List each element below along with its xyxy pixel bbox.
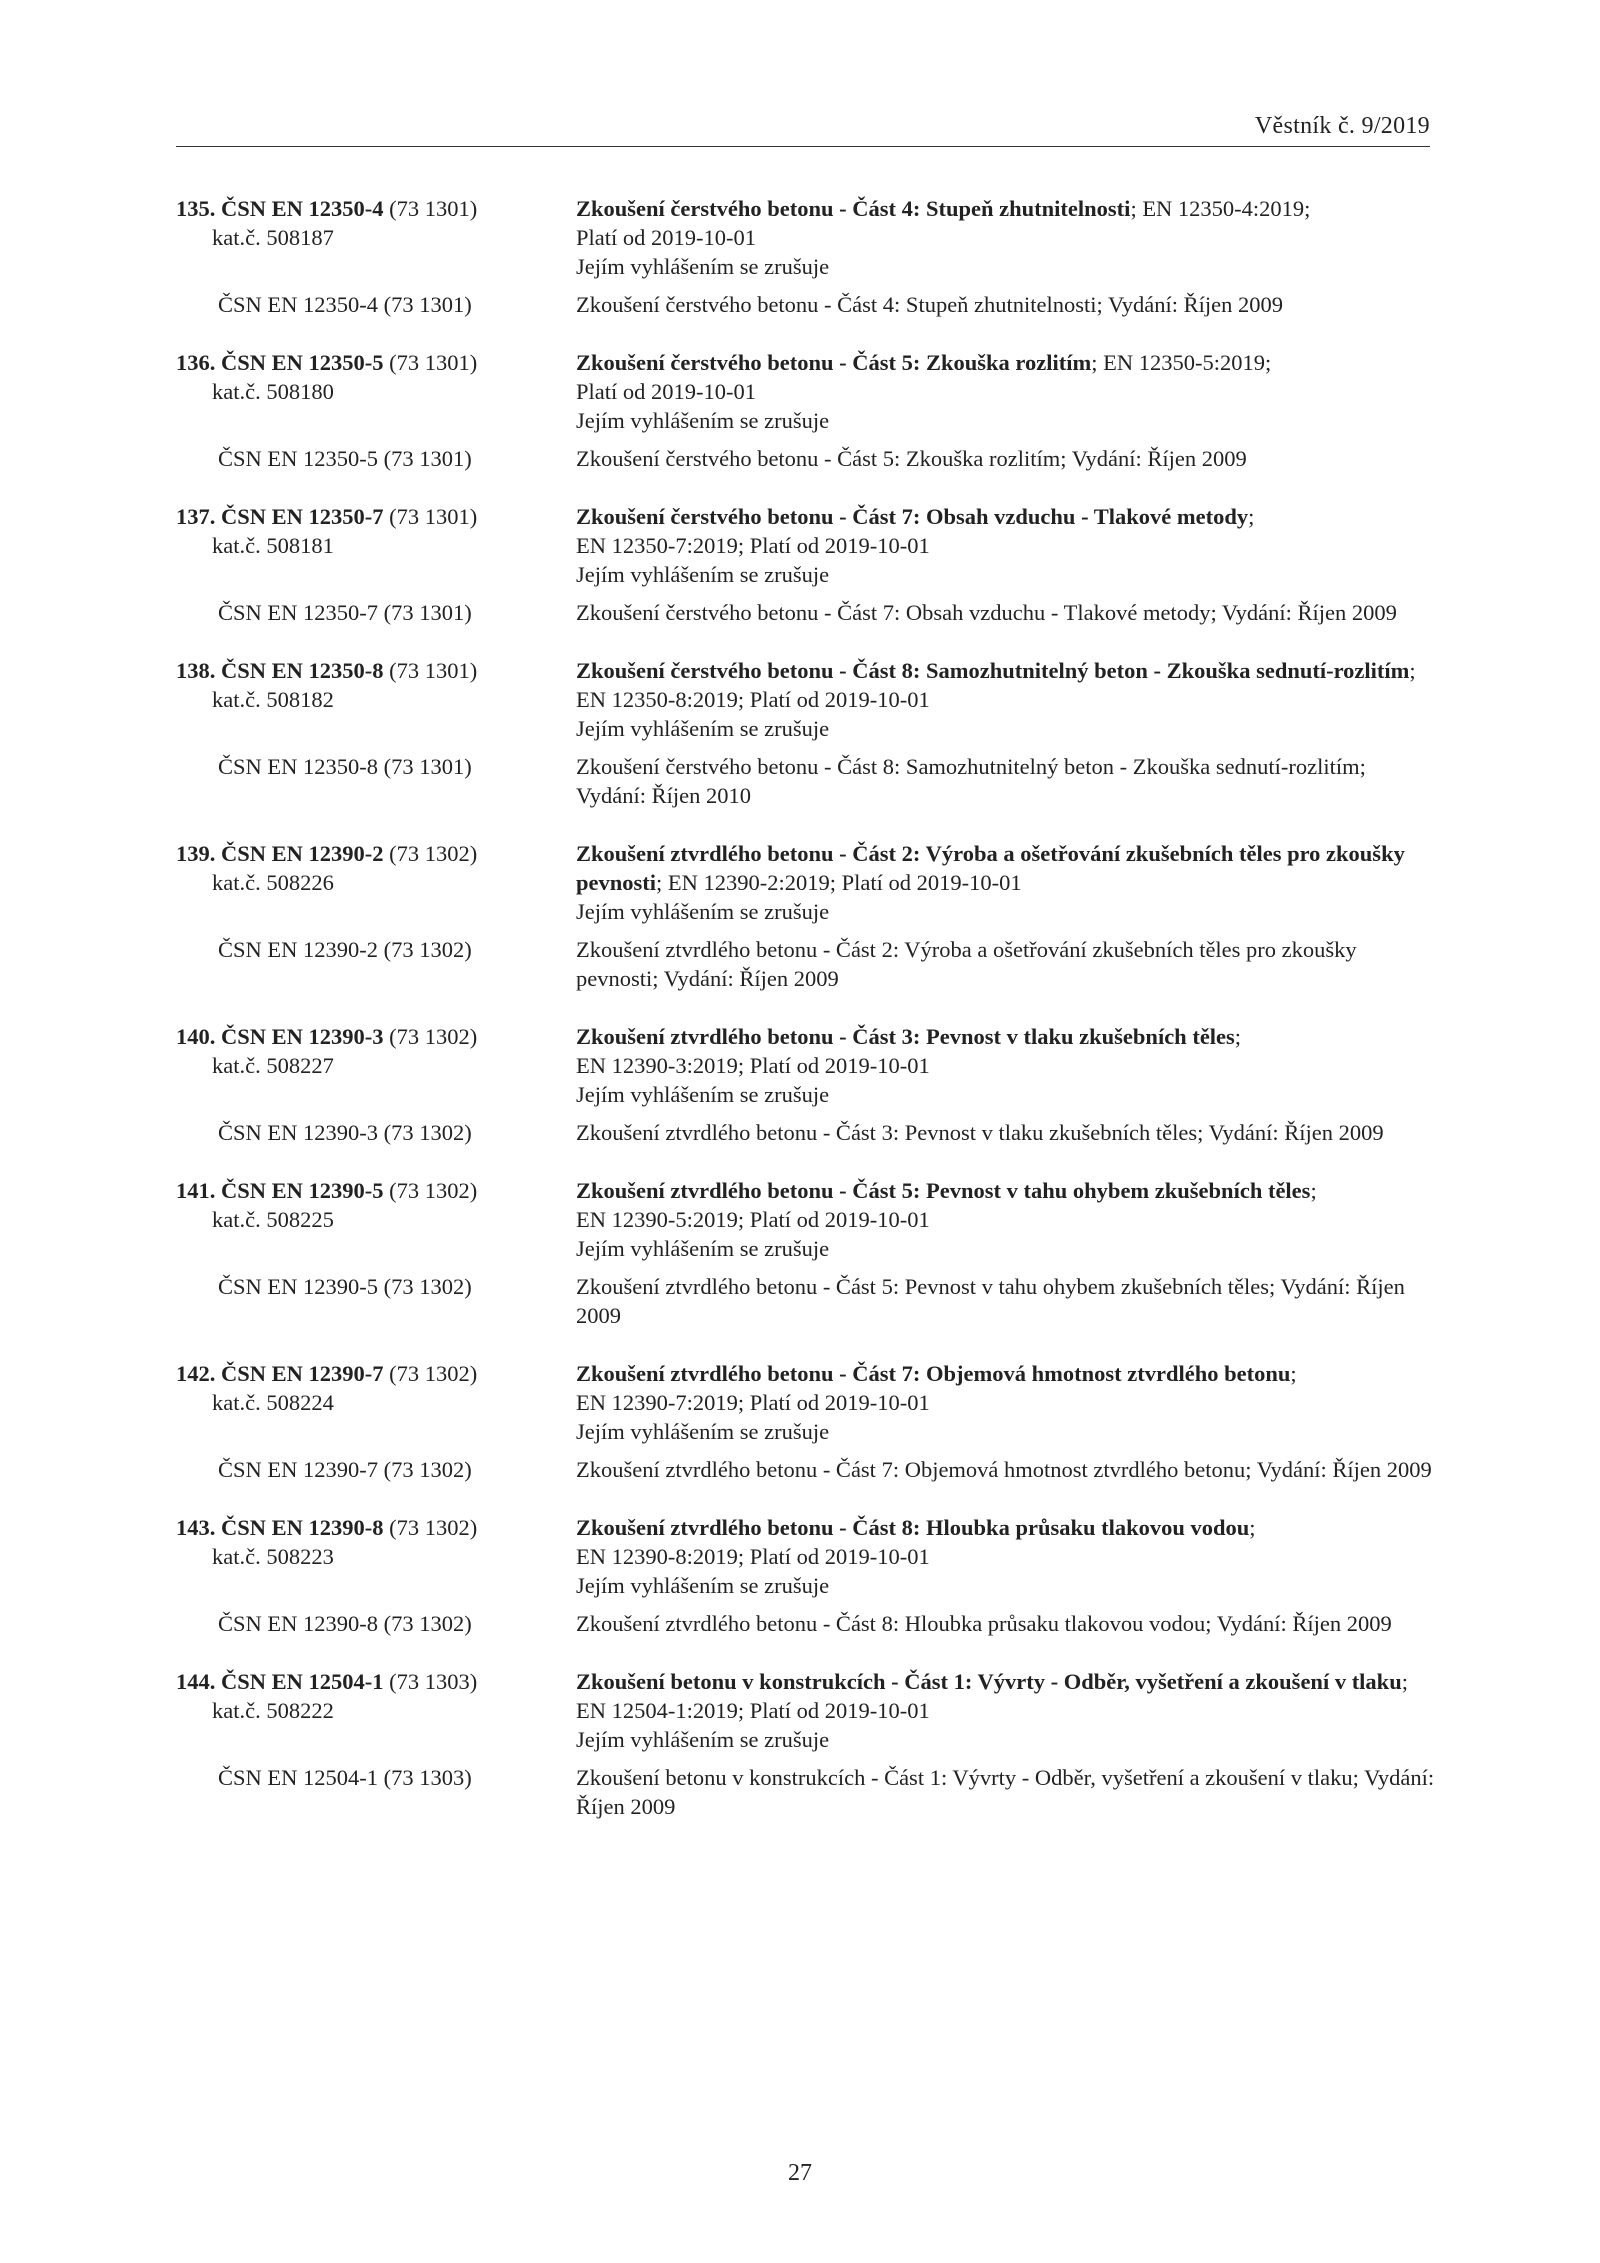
- standard-title: Zkoušení ztvrdlého betonu - Část 2: Výroba a ošetřování zkušebních těles pro zkoušky pevnosti: [576, 841, 1405, 895]
- standard-entry: [176, 839, 1436, 993]
- standard-detail: ;: [1248, 504, 1255, 529]
- standard-identifier: [176, 1513, 576, 1600]
- entry-number: 138.: [176, 658, 216, 683]
- catalog-number: kat.č. 508181: [212, 533, 334, 558]
- catalog-number: kat.č. 508225: [212, 1207, 334, 1232]
- standard-description: [576, 502, 1436, 589]
- bulletin-title: Věstník č. 9/2019: [1254, 113, 1430, 139]
- catalog-number: kat.č. 508223: [212, 1544, 334, 1569]
- replaced-standard-code: ČSN EN 12390-8 (73 1302): [218, 1611, 472, 1636]
- standard-entry: [176, 502, 1436, 627]
- standard-detail: ;: [1310, 1178, 1317, 1203]
- entry-number: 137.: [176, 504, 216, 529]
- replaced-standard-code: ČSN EN 12390-3 (73 1302): [218, 1120, 472, 1145]
- standard-title: Zkoušení ztvrdlého betonu - Část 8: Hloubka průsaku tlakovou vodou: [576, 1515, 1250, 1540]
- cancellation-note: Jejím vyhlášením se zrušuje: [576, 1419, 830, 1444]
- standard-title: Zkoušení čerstvého betonu - Část 4: Stupeň zhutnitelnosti: [576, 196, 1131, 221]
- standard-identifier: [176, 1176, 576, 1263]
- replaced-standard-code: ČSN EN 12390-7 (73 1302): [218, 1457, 472, 1482]
- cancellation-note: Jejím vyhlášením se zrušuje: [576, 1727, 830, 1752]
- entry-number: 144.: [176, 1669, 216, 1694]
- replaced-standard-text: Zkoušení ztvrdlého betonu - Část 5: Pevnost v tahu ohybem zkušebních těles; Vydání: Říjen 2009: [576, 1274, 1405, 1328]
- classification-code: (73 1302): [389, 1515, 478, 1540]
- classification-code: (73 1302): [389, 841, 478, 866]
- standard-description: [576, 348, 1436, 435]
- cancellation-note: Jejím vyhlášením se zrušuje: [576, 408, 830, 433]
- standard-code: ČSN EN 12350-4: [221, 196, 384, 221]
- standard-description: [576, 656, 1436, 743]
- replaced-standard-text: Zkoušení ztvrdlého betonu - Část 3: Pevnost v tlaku zkušebních těles; Vydání: Říjen 2009: [576, 1120, 1384, 1145]
- standard-description: [576, 1359, 1436, 1446]
- classification-code: (73 1301): [389, 196, 478, 221]
- catalog-number: kat.č. 508187: [212, 225, 334, 250]
- standard-code: ČSN EN 12390-3: [221, 1024, 384, 1049]
- catalog-number: kat.č. 508180: [212, 379, 334, 404]
- standard-detail: ;: [1290, 1361, 1297, 1386]
- standard-title: Zkoušení betonu v konstrukcích - Část 1: Vývrty - Odběr, vyšetření a zkoušení v tlaku: [576, 1669, 1402, 1694]
- cancellation-note: Jejím vyhlášením se zrušuje: [576, 716, 830, 741]
- standard-detail: ; EN 12350-5:2019;: [1091, 350, 1272, 375]
- standard-title: Zkoušení ztvrdlého betonu - Část 7: Objemová hmotnost ztvrdlého betonu: [576, 1361, 1291, 1386]
- standard-code: ČSN EN 12350-7: [221, 504, 384, 529]
- standard-detail: ; EN 12350-8:2019; Platí od 2019-10-01: [576, 658, 1416, 712]
- standard-entry: [176, 656, 1436, 810]
- replaced-standard-code: ČSN EN 12390-2 (73 1302): [218, 937, 472, 962]
- standard-code: ČSN EN 12350-8: [221, 658, 384, 683]
- standard-entry: [176, 194, 1436, 319]
- standard-description: [576, 1667, 1436, 1754]
- replaced-standard-text: Zkoušení betonu v konstrukcích - Část 1: Vývrty - Odběr, vyšetření a zkoušení v tlaku; Vydání: Říjen 2009: [576, 1765, 1435, 1819]
- replaced-standard-text: Zkoušení čerstvého betonu - Část 4: Stupeň zhutnitelnosti; Vydání: Říjen 2009: [576, 292, 1284, 317]
- cancellation-note: Jejím vyhlášením se zrušuje: [576, 1573, 830, 1598]
- replaced-standard-code: ČSN EN 12350-5 (73 1301): [218, 446, 472, 471]
- standard-code: ČSN EN 12350-5: [221, 350, 384, 375]
- entry-number: 135.: [176, 196, 216, 221]
- cancellation-note: Jejím vyhlášením se zrušuje: [576, 899, 830, 924]
- standard-identifier: [176, 1359, 576, 1446]
- cancellation-note: Jejím vyhlášením se zrušuje: [576, 1236, 830, 1261]
- standard-description: [576, 1513, 1436, 1600]
- classification-code: (73 1302): [389, 1024, 478, 1049]
- entry-number: 141.: [176, 1178, 216, 1203]
- replaced-standard-code: ČSN EN 12390-5 (73 1302): [218, 1274, 472, 1299]
- standard-title: Zkoušení čerstvého betonu - Část 8: Samozhutnitelný beton - Zkouška sednutí-rozlitím: [576, 658, 1410, 683]
- entry-number: 139.: [176, 841, 216, 866]
- standard-code: ČSN EN 12390-2: [221, 841, 384, 866]
- standard-entry: [176, 1359, 1436, 1484]
- classification-code: (73 1302): [389, 1361, 478, 1386]
- replaced-standard-code: ČSN EN 12350-7 (73 1301): [218, 600, 472, 625]
- classification-code: (73 1301): [389, 658, 478, 683]
- standard-identifier: [176, 348, 576, 435]
- validity: EN 12390-3:2019; Platí od 2019-10-01: [576, 1053, 930, 1078]
- entry-number: 136.: [176, 350, 216, 375]
- classification-code: (73 1301): [389, 350, 478, 375]
- replaced-standard-text: Zkoušení čerstvého betonu - Část 8: Samozhutnitelný beton - Zkouška sednutí-rozlitím; Vydání: Říjen 2010: [576, 754, 1366, 808]
- replaced-standard-text: Zkoušení čerstvého betonu - Část 7: Obsah vzduchu - Tlakové metody; Vydání: Říjen 2009: [576, 600, 1397, 625]
- validity: EN 12350-7:2019; Platí od 2019-10-01: [576, 533, 930, 558]
- entry-number: 143.: [176, 1515, 216, 1540]
- standard-entry: [176, 348, 1436, 473]
- catalog-number: kat.č. 508224: [212, 1390, 334, 1415]
- replaced-standard-text: Zkoušení ztvrdlého betonu - Část 2: Výroba a ošetřování zkušebních těles pro zkoušky pevnosti; Vydání: Říjen 2009: [576, 937, 1357, 991]
- standard-entry: [176, 1513, 1436, 1638]
- standard-description: [576, 839, 1436, 926]
- standard-identifier: [176, 656, 576, 743]
- entry-number: 142.: [176, 1361, 216, 1386]
- classification-code: (73 1303): [389, 1669, 478, 1694]
- standard-title: Zkoušení ztvrdlého betonu - Část 5: Pevnost v tahu ohybem zkušebních těles: [576, 1178, 1311, 1203]
- standard-identifier: [176, 194, 576, 281]
- standard-title: Zkoušení ztvrdlého betonu - Část 3: Pevnost v tlaku zkušebních těles: [576, 1024, 1235, 1049]
- page-header: [176, 108, 1430, 147]
- standard-entry: [176, 1022, 1436, 1147]
- standard-detail: ; EN 12504-1:2019; Platí od 2019-10-01: [576, 1669, 1408, 1723]
- cancellation-note: Jejím vyhlášením se zrušuje: [576, 1082, 830, 1107]
- standard-description: [576, 194, 1436, 281]
- standard-description: [576, 1022, 1436, 1109]
- standard-detail: ; EN 12350-4:2019;: [1130, 196, 1311, 221]
- standard-entry: [176, 1176, 1436, 1330]
- catalog-number: kat.č. 508226: [212, 870, 334, 895]
- standard-identifier: [176, 1667, 576, 1754]
- classification-code: (73 1301): [389, 504, 478, 529]
- validity: Platí od 2019-10-01: [576, 225, 756, 250]
- standard-identifier: [176, 1022, 576, 1109]
- replaced-standard-text: Zkoušení ztvrdlého betonu - Část 8: Hloubka průsaku tlakovou vodou; Vydání: Říjen 2009: [576, 1611, 1392, 1636]
- standard-title: Zkoušení čerstvého betonu - Část 7: Obsah vzduchu - Tlakové metody: [576, 504, 1249, 529]
- page-number: 27: [788, 2160, 812, 2186]
- standard-code: ČSN EN 12390-8: [221, 1515, 384, 1540]
- standard-title: Zkoušení čerstvého betonu - Část 5: Zkouška rozlitím: [576, 350, 1092, 375]
- standard-detail: ;: [1234, 1024, 1242, 1049]
- classification-code: (73 1302): [389, 1178, 478, 1203]
- validity: EN 12390-5:2019; Platí od 2019-10-01: [576, 1207, 930, 1232]
- standard-entry: [176, 1667, 1436, 1821]
- standard-identifier: [176, 502, 576, 589]
- replaced-standard-text: Zkoušení ztvrdlého betonu - Část 7: Objemová hmotnost ztvrdlého betonu; Vydání: Říjen 2009: [576, 1457, 1432, 1482]
- replaced-standard-text: Zkoušení čerstvého betonu - Část 5: Zkouška rozlitím; Vydání: Říjen 2009: [576, 446, 1247, 471]
- standard-code: ČSN EN 12390-5: [221, 1178, 384, 1203]
- standard-description: [576, 1176, 1436, 1263]
- validity: EN 12390-8:2019; Platí od 2019-10-01: [576, 1544, 930, 1569]
- cancellation-note: Jejím vyhlášením se zrušuje: [576, 562, 830, 587]
- standard-identifier: [176, 839, 576, 926]
- standard-detail: ;: [1249, 1515, 1256, 1540]
- standard-code: ČSN EN 12390-7: [221, 1361, 384, 1386]
- replaced-standard-code: ČSN EN 12350-8 (73 1301): [218, 754, 472, 779]
- cancellation-note: Jejím vyhlášením se zrušuje: [576, 254, 830, 279]
- catalog-number: kat.č. 508182: [212, 687, 334, 712]
- standards-list: [176, 194, 1436, 1850]
- catalog-number: kat.č. 508222: [212, 1698, 334, 1723]
- validity: EN 12390-7:2019; Platí od 2019-10-01: [576, 1390, 930, 1415]
- standard-detail: ; EN 12390-2:2019; Platí od 2019-10-01: [656, 870, 1022, 895]
- validity: Platí od 2019-10-01: [576, 379, 756, 404]
- entry-number: 140.: [176, 1024, 216, 1049]
- replaced-standard-code: ČSN EN 12350-4 (73 1301): [218, 292, 472, 317]
- replaced-standard-code: ČSN EN 12504-1 (73 1303): [218, 1765, 472, 1790]
- catalog-number: kat.č. 508227: [212, 1053, 334, 1078]
- standard-code: ČSN EN 12504-1: [221, 1669, 384, 1694]
